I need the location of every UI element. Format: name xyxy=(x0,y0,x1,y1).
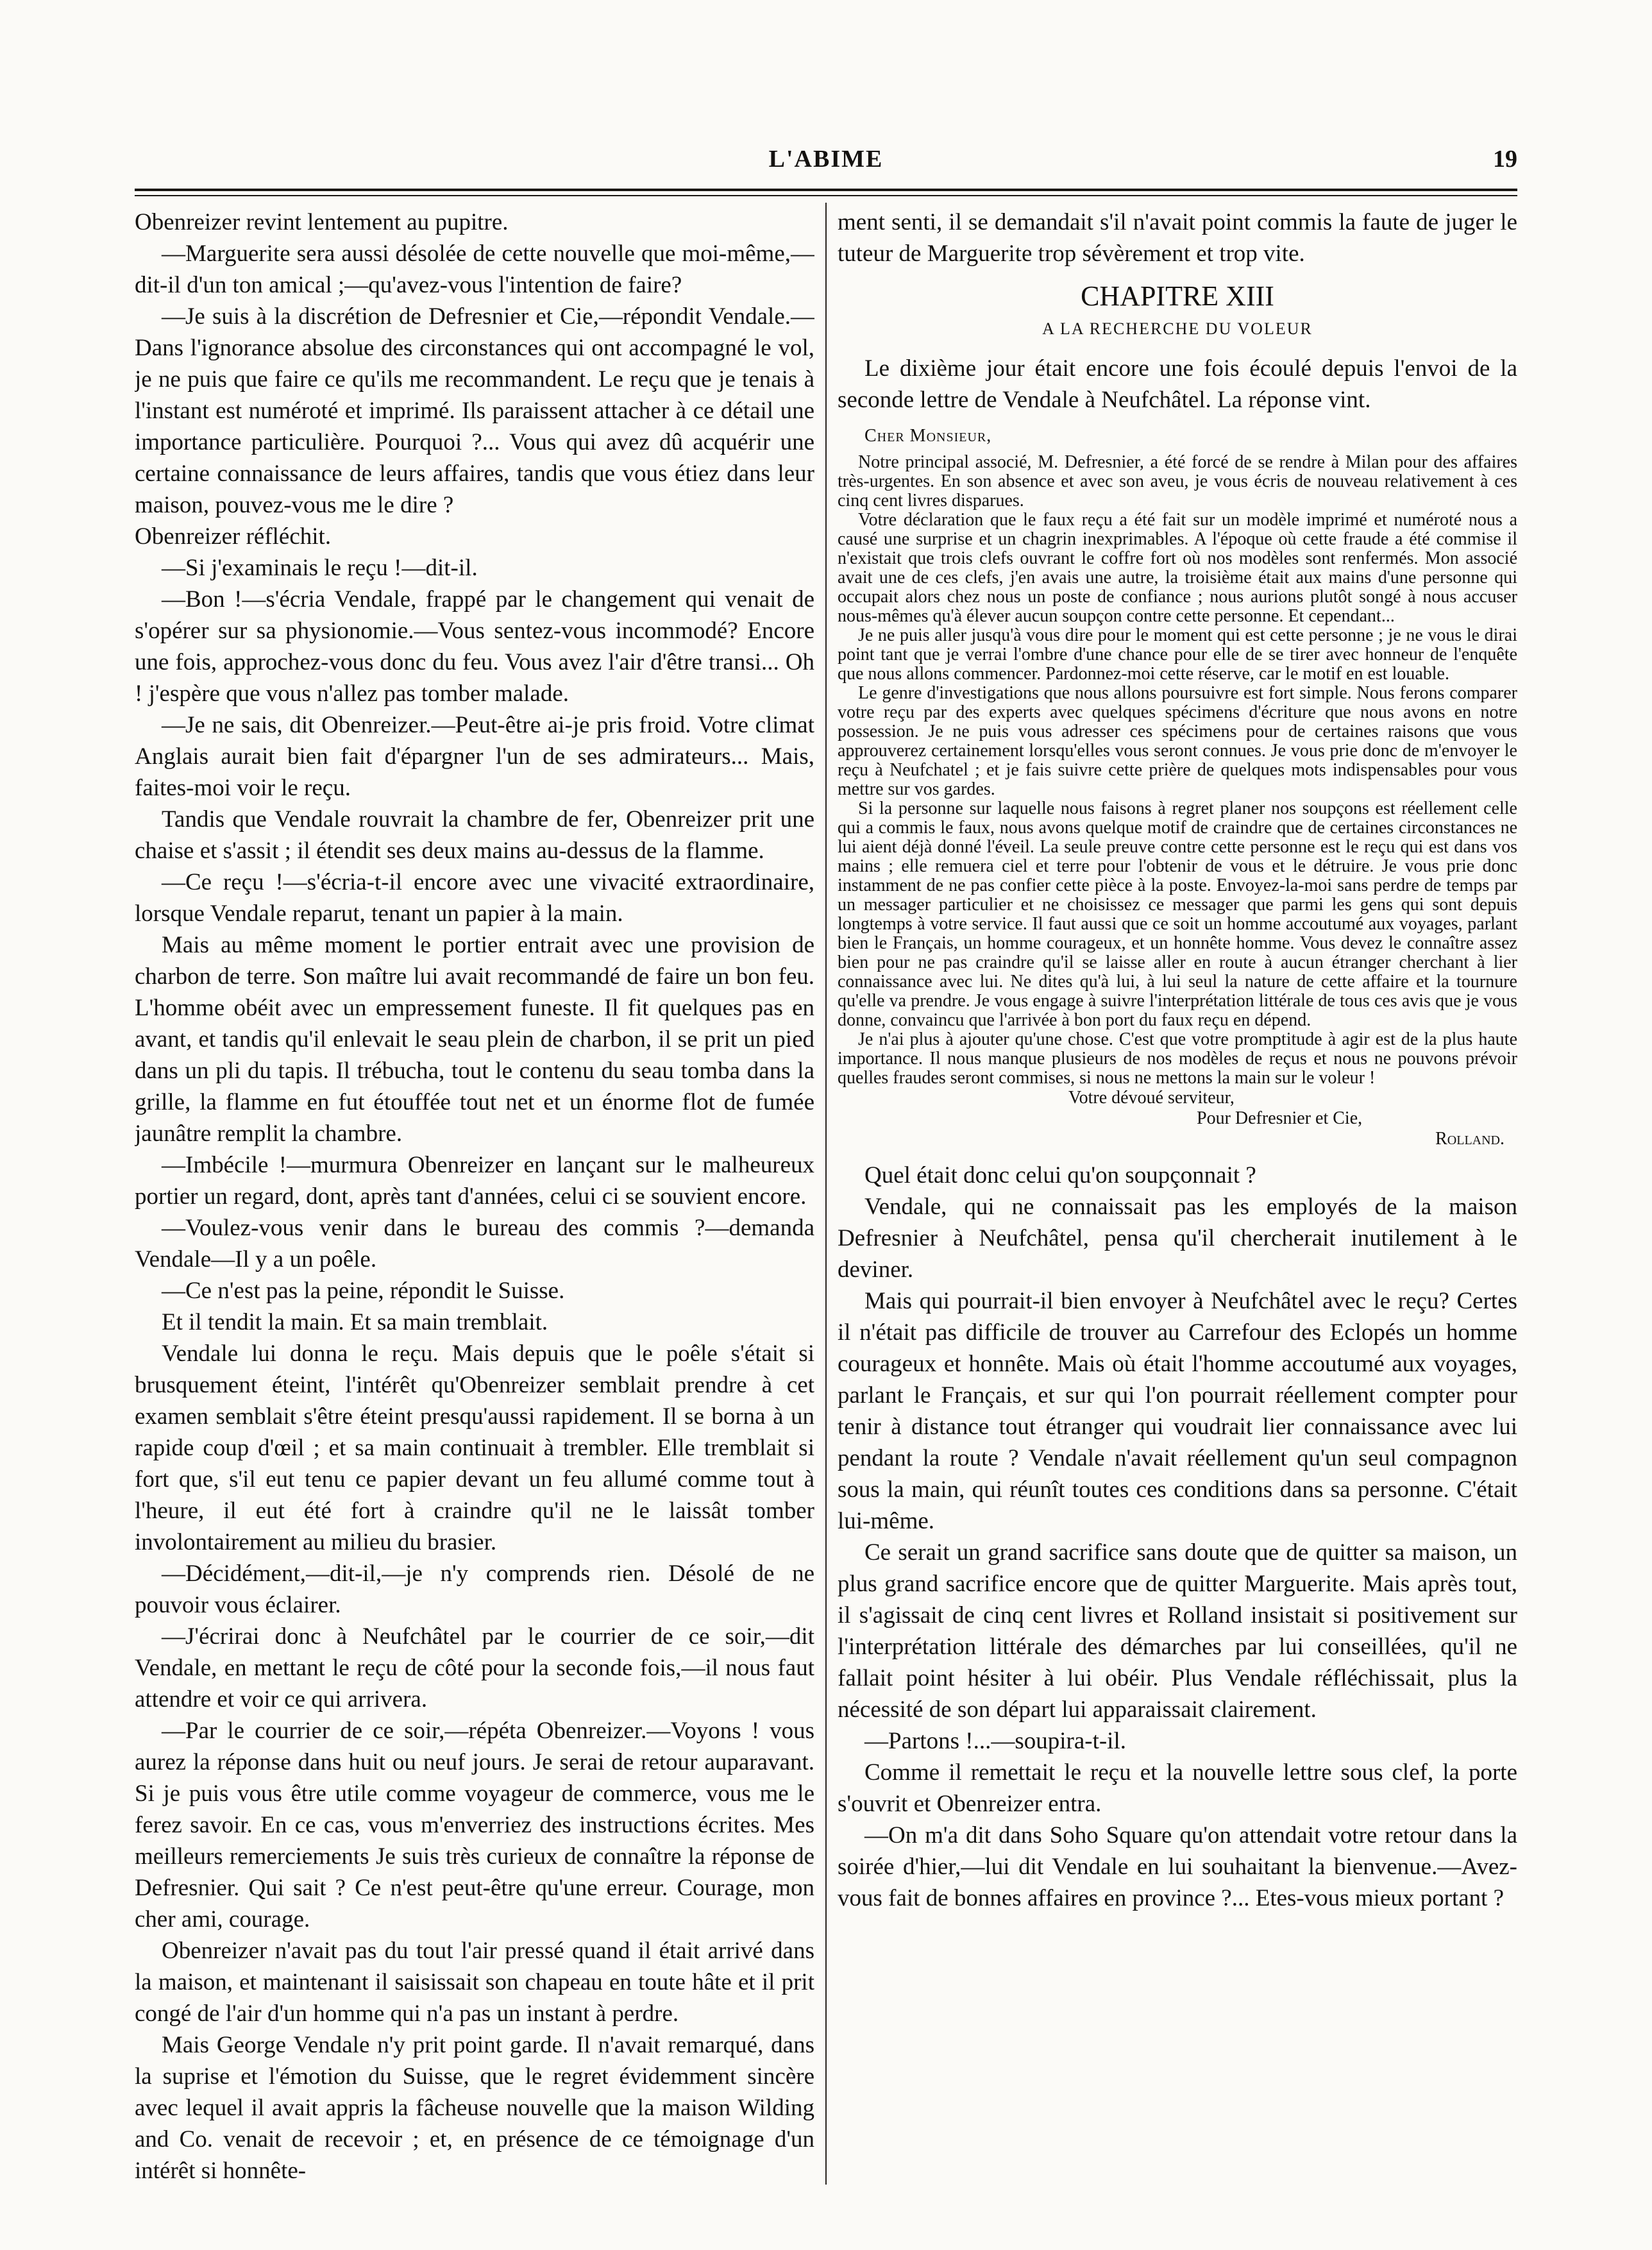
chapter-subtitle: A LA RECHERCHE DU VOLEUR xyxy=(1042,319,1313,338)
paragraph: ment senti, il se demandait s'il n'avait point commis la faute de juger le tuteur de Marguerite trop sévèrement et trop vite. xyxy=(838,209,1517,267)
paragraph: Comme il remettait le reçu et la nouvelle lettre sous clef, la porte s'ouvrit et Obenreizer entra. xyxy=(838,1759,1517,1817)
column-divider xyxy=(825,203,827,2185)
page-header xyxy=(135,145,1517,181)
letter-paragraph: Notre principal associé, M. Defresnier, a été forcé de se rendre à Milan pour des affaires très-urgentes. En son absence et avec son aveu, je vous écris de nouveau relativement à ces cinq cent livres disparues. xyxy=(838,452,1517,511)
header-rule-thin xyxy=(135,195,1517,196)
paragraph: —Marguerite sera aussi désolée de cette nouvelle que moi-même,—dit-il d'un ton amical ;—qu'avez-vous l'intention de faire? xyxy=(135,241,814,298)
paragraph: Mais qui pourrait-il bien envoyer à Neufchâtel avec le reçu? Certes il n'était pas difficile de trouver au Carrefour des Eclopés un homme courageux et honnête. Mais où était l'homme accoutumé aux voyages, parlant le Français, et sur qui l'on pourrait réellement compter pour tenir à distance tout étranger qui voudrait lier connaissance avec lui pendant la route ? Vendale n'avait réellement qu'un seul compagnon sous la main, qui réunît toutes ces conditions dans sa personne. C'était lui-même. xyxy=(838,1288,1517,1534)
paragraph: Obenreizer n'avait pas du tout l'air pressé quand il était arrivé dans la maison, et maintenant il saisissait son chapeau en toute hâte et il prit congé de l'air d'un homme qui n'a pas un instant à perdre. xyxy=(135,1938,814,2027)
paragraph: Et il tendit la main. Et sa main tremblait. xyxy=(162,1309,548,1335)
paragraph: —On m'a dit dans Soho Square qu'on attendait votre retour dans la soirée d'hier,—lui dit Vendale en lui souhaitant la bienvenue.—Avez-vous fait de bonnes affaires en province ?... Etes-vous mieux portant ? xyxy=(838,1822,1517,1911)
letter-paragraph: Le genre d'investigations que nous allons poursuivre est fort simple. Nous ferons comparer votre reçu par des experts avec quelques spécimens d'écriture que nous avons en notre possession. Je ne puis vous adresser ces spécimens pour de certaines raisons que vous approuverez certainement lorsqu'elles vous seront connues. Je vous prie donc de m'envoyer le reçu à Neufchatel ; et je fais suivre cette prière de quelques mots indispensables pour vous mettre sur vos gardes. xyxy=(838,683,1517,799)
paragraph: Quel était donc celui qu'on soupçonnait ? xyxy=(864,1162,1256,1188)
paragraph: —Partons !...—soupira-t-il. xyxy=(864,1728,1126,1754)
paragraph: —Je suis à la discrétion de Defresnier et Cie,—répondit Vendale.—Dans l'ignorance absolue des circonstances qui ont accompagné le vol, je ne puis que faire ce qu'ils me recommandent. Le reçu que je tenais à l'instant est numéroté et imprimé. Ils paraissent attacher à ce détail une importance particulière. Pourquoi ?... Vous qui avez dû acquérir une certaine connaissance de leurs affaires, tandis que vous étiez dans leur maison, pouvez-vous me le dire ? xyxy=(135,303,814,518)
paragraph: —Je ne sais, dit Obenreizer.—Peut-être ai-je pris froid. Votre climat Anglais aurait bien fait d'épargner l'un de ses admirateurs... Mais, faites-moi voir le reçu. xyxy=(135,712,814,801)
right-column xyxy=(838,207,1517,2188)
letter-paragraph: Je n'ai plus à ajouter qu'une chose. C'est que votre promptitude à agir est de la plus haute importance. Il nous manque plusieurs de nos modèles de reçus et nous ne pouvons prévoir quelles fraudes seront commises, si nous ne mettons la main sur le voleur ! xyxy=(838,1029,1517,1088)
paragraph: —Si j'examinais le reçu !—dit-il. xyxy=(162,555,478,581)
paragraph: Obenreizer réfléchit. xyxy=(135,523,332,550)
paragraph: Ce serait un grand sacrifice sans doute que de quitter sa maison, un plus grand sacrifice encore que de quitter Marguerite. Mais après tout, il s'agissait de cinq cent livres et Rolland insistait si positivement sur l'interprétation littérale des démarches par lui conseillées, qu'il ne fallait point hésiter à lui obéir. Plus Vendale réfléchissait, plus la nécessité de son départ lui apparaissait clairement. xyxy=(838,1539,1517,1723)
paragraph: —Voulez-vous venir dans le bureau des commis ?—demanda Vendale—Il y a un poêle. xyxy=(135,1215,814,1273)
chapter-title: CHAPITRE XIII xyxy=(1081,280,1274,312)
letter-paragraph: Votre déclaration que le faux reçu a été fait sur un modèle imprimé et numéroté nous a causé une surprise et un chagrin inexprimables. A l'époque où cette fraude a été commise il n'existait que trois clefs ouvrant le coffre fort où nos modèles sont renfermés. Mon associé avait une de ces clefs, j'en avais une autre, la troisième était aux mains d'une personne qui occupait alors chez nous un poste de confiance ; nous aurions plutôt songé à nous accuser nous-mêmes qu'à élever aucun soupçon contre cette personne. Et cependant... xyxy=(838,510,1517,626)
letter-signature: Rolland. xyxy=(1435,1129,1504,1149)
paragraph: Mais George Vendale n'y prit point garde. Il n'avait remarqué, dans la suprise et l'émotion du Suisse, que le regret évidemment sincère avec lequel il avait appris la fâcheuse nouvelle que la maison Wilding and Co. venait de recevoir ; et, en présence de ce témoignage d'un intérêt si honnête- xyxy=(135,2032,814,2184)
page-number: 19 xyxy=(1493,146,1517,173)
letter-closing: Votre dévoué serviteur, xyxy=(1068,1088,1235,1108)
paragraph: —Ce reçu !—s'écria-t-il encore avec une vivacité extraordinaire, lorsque Vendale reparut, tenant un papier à la main. xyxy=(135,869,814,927)
paragraph: —Imbécile !—murmura Obenreizer en lançant sur le malheureux portier un regard, dont, après tant d'années, celui ci se souvient encore. xyxy=(135,1152,814,1210)
left-column xyxy=(135,207,814,2188)
letter-paragraph: Je ne puis aller jusqu'à vous dire pour le moment qui est cette personne ; je ne vous le dirai point tant que je verrai l'ombre d'une chance pour elle de se tirer avec honneur de l'enquête que nous allons commencer. Pardonnez-moi cette réserve, car le motif en est louable. xyxy=(838,625,1517,684)
paragraph: Le dixième jour était encore une fois écoulé depuis l'envoi de la seconde lettre de Vendale à Neufchâtel. La réponse vint. xyxy=(838,355,1517,413)
paragraph: —Bon !—s'écria Vendale, frappé par le changement qui venait de s'opérer sur sa physionomie.—Vous sentez-vous incommodé? Encore une fois, approchez-vous donc du feu. Vous avez l'air d'être transi... Oh ! j'espère que vous n'allez pas tomber malade. xyxy=(135,586,814,707)
paragraph: Vendale, qui ne connaissait pas les employés de la maison Defresnier à Neufchâtel, pensa qu'il chercherait inutilement à le deviner. xyxy=(838,1194,1517,1283)
paragraph: —Par le courrier de ce soir,—répéta Obenreizer.—Voyons ! vous aurez la réponse dans huit ou neuf jours. Je serai de retour auparavant. Si je puis vous être utile comme voyageur de commerce, vous me le ferez savoir. En ce cas, vous m'enverriez des instructions écrites. Mes meilleurs remerciements Je suis très curieux de connaître la réponse de Defresnier. Qui sait ? Ce n'est peut-être qu'une erreur. Courage, mon cher ami, courage. xyxy=(135,1718,814,1933)
paragraph: —J'écrirai donc à Neufchâtel par le courrier de ce soir,—dit Vendale, en mettant le reçu de côté pour la seconde fois,—il nous faut attendre et voir ce qui arrivera. xyxy=(135,1623,814,1713)
paragraph: Mais au même moment le portier entrait avec une provision de charbon de terre. Son maître lui avait recommandé de faire un bon feu. L'homme obéit avec un empressement funeste. Il fit quelques pas en avant, et tandis qu'il enlevait le seau plein de charbon, il se prit un pied dans un pli du tapis. Il trébucha, tout le contenu du seau tomba dans la grille, la flamme en fut étouffée tout net et un énorme flot de fumée jaunâtre remplit la chambre. xyxy=(135,932,814,1147)
paragraph: —Ce n'est pas la peine, répondit le Suisse. xyxy=(162,1278,565,1304)
header-rule xyxy=(135,189,1517,191)
letter-closing-firm: Pour Defresnier et Cie, xyxy=(1197,1108,1363,1128)
letter-paragraph: Si la personne sur laquelle nous faisons à regret planer nos soupçons est réellement celle qui a commis le faux, nous avons quelque motif de craindre que de certaines circonstances ne lui aient déjà donné l'éveil. La seule preuve contre cette personne est le reçu qui est dans vos mains ; elle remuera ciel et terre pour l'obtenir de vous et le détruire. Je vous prie donc instamment de ne pas confier cette pièce à la poste. Envoyez-la-moi sans perdre de temps par un messager particulier et ne choisissez ce messager que parmi les gens qui sont depuis longtemps à votre service. Il faut aussi que ce soit un homme accoutumé aux voyages, parlant bien le Français, un homme courageux, et un honnête homme. Vous devez le connaître assez bien pour ne pas craindre qu'il se laisse aller en route à aucun étranger cherchant à lier connaissance avec lui. Ne dites qu'à lui, à lui seul la nature de cette affaire et la tournure qu'elle va prendre. Je vous engage à suivre l'interprétation littérale de tous ces avis que je vous donne, convaincu que l'arrivée à bon port du faux reçu en dépend. xyxy=(838,799,1517,1030)
letter xyxy=(838,425,1517,1149)
running-title: L'ABIME xyxy=(768,146,884,173)
paragraph: Vendale lui donna le reçu. Mais depuis que le poêle s'était si brusquement éteint, l'intérêt qu'Obenreizer semblait prendre à cet examen semblait s'être éteint presqu'aussi rapidement. Il se borna à un rapide coup d'œil ; et sa main continuait à trembler. Elle tremblait si fort que, s'il eut tenu ce papier devant un feu allumé comme tout à l'heure, il eut été fort à craindre qu'il ne le laissât tomber involontairement au milieu du brasier. xyxy=(135,1341,814,1555)
paragraph: —Décidément,—dit-il,—je n'y comprends rien. Désolé de ne pouvoir vous éclairer. xyxy=(135,1561,814,1618)
letter-salutation: Cher Monsieur, xyxy=(864,426,992,446)
paragraph: Tandis que Vendale rouvrait la chambre de fer, Obenreizer prit une chaise et s'assit ; il étendit ses deux mains au-dessus de la flamme. xyxy=(135,806,814,864)
paragraph: Obenreizer revint lentement au pupitre. xyxy=(135,209,509,235)
